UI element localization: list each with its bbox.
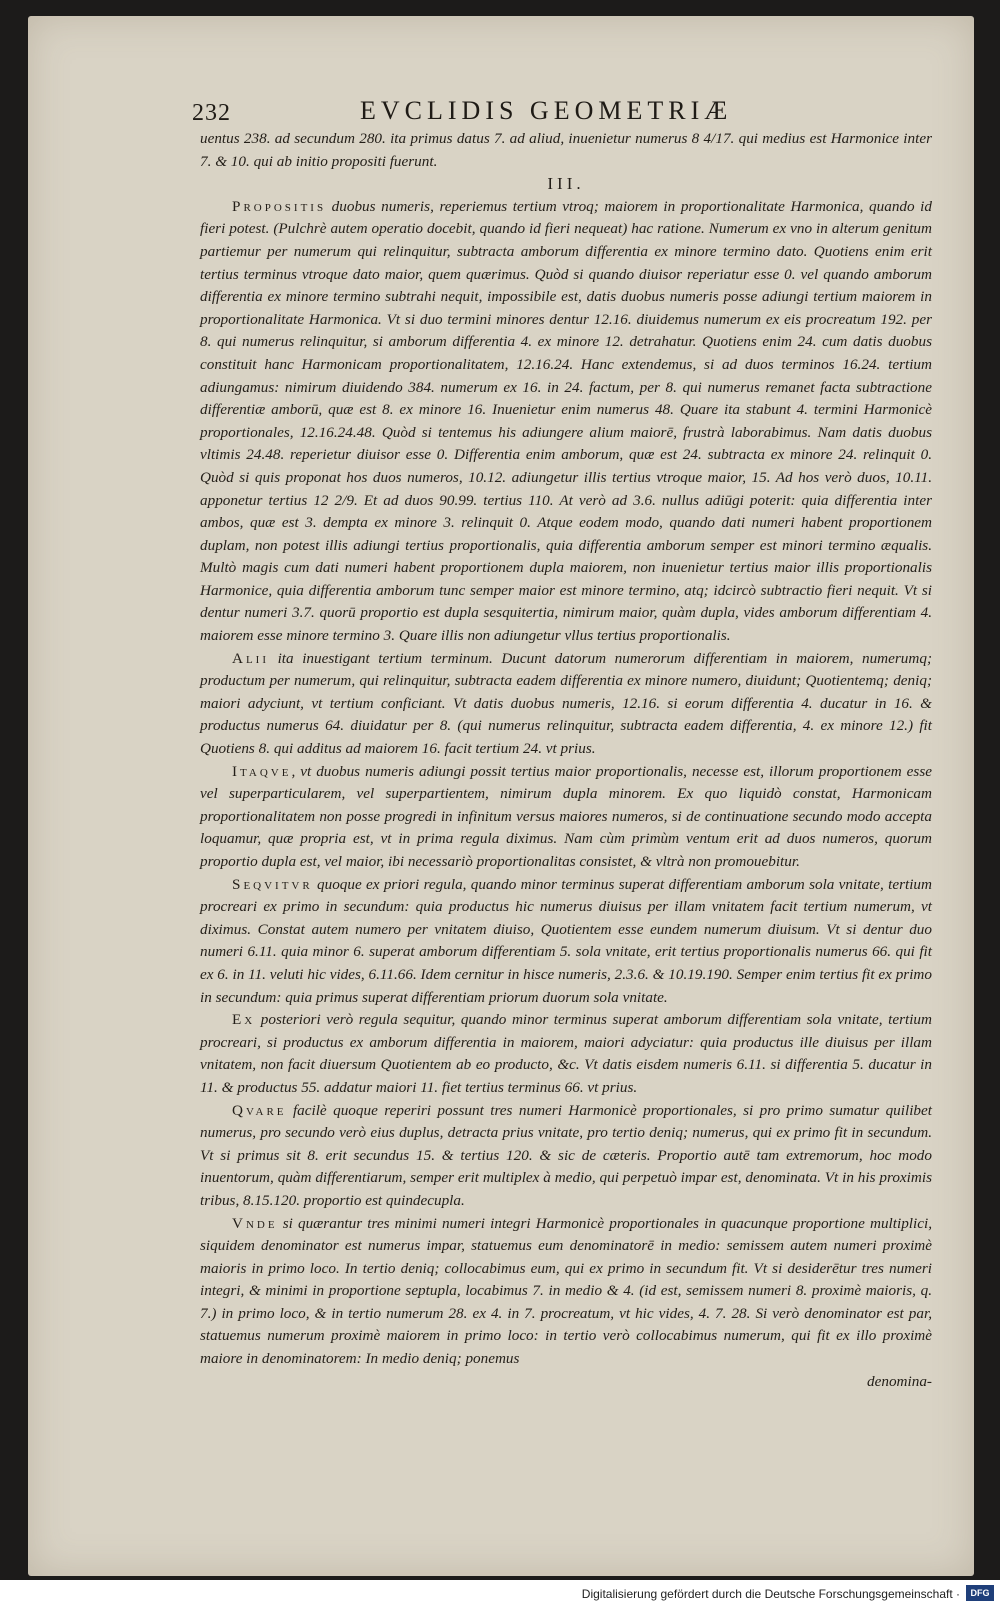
paragraph-lead: Propositis <box>232 197 327 215</box>
paragraph-lead: Seqvitvr <box>232 875 313 893</box>
paragraph: Seqvitvr quoque ex priori regula, quando minor terminus superat differentiam amborum sola vnitate, tertium procreari ex primo in secundum: quia productus hic numerus diuisus per illam vnitatem facit tertium numerum, vt diximus. Constat autem numero per vnitatem diuiso, Quotientem esse eundem numerum diuisum. Vt si dentur duo numeri 6.11. quia minor 6. superat amborum differentiam 5. sola vnitate, erit tertius proportionalis numerus 66. qui fit ex 6. in 11. veluti hic vides, 6.11.66. Idem cernitur in hisce numeris, 2.3.6. & 10.19.190. Semper enim tertius fit ex primo in secundum: quia primus superat differentiam priorum duorum sola vnitate. <box>200 875 932 1006</box>
page-number: 232 <box>192 100 231 126</box>
paragraph-continuation: uentus 238. ad secundum 280. ita primus datus 7. ad aliud, inuenietur numerus 8 4/17. qui medius est Harmonice inter 7. & 10. qui ab initio propositi fuerunt. <box>200 130 932 170</box>
page-body <box>200 128 932 1393</box>
paragraph: Qvare facilè quoque reperiri possunt tres numeri Harmonicè proportionales, si pro primo sumatur quilibet numerus, pro secundo verò eius duplus, detracta prius vnitate, pro tertio deniq; numerus, qui ex primo fit in secundum. Vt si primus sit 8. erit secundus 15. & tertius 120. & sic de cæteris. Proportio autē tam extremorum, hoc modo inuentorum, quàm differentiarum, semper erit multiplex à medio, qui perpetuò impar est, denominata. Vt in his proximis tribus, 8.15.120. proportio est quindecupla. <box>200 1101 932 1209</box>
dfg-logo: DFG <box>966 1585 994 1601</box>
section-heading: III. <box>547 174 585 194</box>
paragraph: Itaqve, vt duobus numeris adiungi possit tertius maior proportionalis, necesse est, illorum proportionem esse vel superparticularem, vel superpartientem, nimirum dupla minorem. Ex quo liquidò constat, Harmonicam proportionalitatem non posse progredi in infinitum versus maiores numeros, si de continuatione secundo modo accepta loquamur, quæ propria est, vt in prima regula diximus. Nam cùm primùm ventum erit ad duos numeros, quorum proportio dupla est, vel maior, ibi necessariò proportionalitas consistet, & vltrà non promouebitur. <box>200 762 932 870</box>
paragraph: Alii ita inuestigant tertium terminum. Ducunt datorum numerorum differentiam in maiorem, numerumq; productum per numerum, qui relinquitur, subtracta eadem differentia ex minore numero, diuidunt; Quotientemq; deniq; maiori adyciunt, vt tertium conficiant. Vt datis duobus numeris, 12.16. si eorum differentia 4. ducatur in 16. & productus numerus 64. diuidatur per 8. (qui numerus relinquitur, subtracta eadem differentia, 4. ex minore 12.) fit Quotiens 8. qui additus ad maiorem 16. facit tertium 24. vt prius. <box>200 649 932 758</box>
paragraph-lead: Ex <box>232 1011 256 1029</box>
paragraph-lead: Qvare <box>232 1101 287 1119</box>
footer-credit: Digitalisierung gefördert durch die Deutsche Forschungsgemeinschaft · <box>581 1587 960 1601</box>
catchword: denomina- <box>867 1372 932 1390</box>
paragraph: Vnde si quærantur tres minimi numeri integri Harmonicè proportionales in quacunque proportione multiplici, siquidem denominator est numerus impar, statuemus eum denominatorē in medio: semissem autem numeri proximè maioris in primo loco. In tertio deniq; collocabimus eum, qui ex primo in secundum fit. Vt si desiderētur tres numeri integri, & minimi in proportione septupla, locabimus 7. in medio & 4. (id est, semissem numeri 8. proximè maioris, q. 7.) in primo loco, & in tertio numerum 28. ex 4. in 7. procreatum, vt hic vides, 4. 7. 28. Si verò denominator est par, statuemus numerum proximè maiorem in primo loco: in tertio verò collocabimus numerum, qui fit ex illo proximè maiore in denominatorem: In medio deniq; ponemus <box>200 1214 932 1368</box>
paragraph: Propositis duobus numeris, reperiemus tertium vtroq; maiorem in proportionalitate Harmonica, quando id fieri potest. (Pulchrè autem operatio docebit, quando id fieri nequeat) hac ratione. Numerum ex vno in alterum genitum partiemur per numerum qui relinquitur, subtracta amborum differentia ex minore termino dato. Quotiens enim erit tertius terminus vtroque dato maior, quem quærimus. Quòd si quando diuisor reperiatur esse 0. vel quando amborum differentia ex minore termino subtrahi nequit, impossibile est, datis duobus numeris posse adiungi tertium maiorem in proportionalitate Harmonica. Vt si duo termini minores dentur 12.16. diuidemus numerum ex eis procreatum 192. per 8. qui numerus relinquitur, si amborum differentia 4. ex minore 12. detrahatur. Quotiens enim 24. cum datis duobus constituit hanc Harmonicam proportionalitatem, 12.16.24. Hanc extendemus, si ad duos terminos 16.24. tertium adiungamus: nimirum diuidendo 384. numerum ex 16. in 24. factum, per 8. qui numerus remanet facta subtractione differentiæ amborū, quæ est 8. ex minore 16. Inuenietur enim numerus 48. Quare ita stabunt 4. termini Harmonicè proportionales, 12.16.24.48. Quòd si tentemus his adiungere alium maiorē, frustrà laborabimus. Nam datis duobus vltimis 24.48. reperietur diuisor esse 0. Differentia enim amborum, quæ est 24. subtracta ex minore 24. relinquit 0. Quòd si quis proponat hos duos numeros, 10.12. adiungetur illis tertius vtroque maior, 15. Ad hos verò duos, 10.11. apponetur tertius 12 2/9. Et ad duos 90.99. tertius 110. At verò ad 3.6. nullus adiūgi poterit: quia differentia inter ambos, quæ est 3. dempta ex minore 3. relinquit 0. Atque eodem modo, quando dati numeri habent proportionem duplam, non potest illis adiungi tertius proportionalis, quia differentia amborum semper est minori termino æqualis. Multò magis cum dati numeri habent proportionem dupla maiorem, non inuenietur tertius maior illis proportionalis Harmonice, quia differentia amborum tunc semper maior est minore termino, atq; idcircò subtractio fieri nequit. Vt si dentur numeri 3.7. quorū proportio est dupla sesquitertia, nimirum maior, quàm dupla, vides amborum differentiam 4. maiorem esse minore termino 3. Quare illis non adiungetur vllus tertius proportionalis. <box>200 197 932 645</box>
paragraph: Ex posteriori verò regula sequitur, quando minor terminus superat amborum differentiam sola vnitate, tertium procreari, si productus ex amborum differentia in maiorem, maiori adyciatur: quia productus ille diuisus per illam vnitatem, non facit diuersum Quotientem ab eo producto, &c. Vt datis eisdem numeris 6.11. si differentia 5. ducatur in 11. & productus 55. addatur maiori 11. fiet tertius terminus 66. vt prius. <box>200 1011 932 1096</box>
footer-bar <box>0 1580 1000 1607</box>
paragraph-lead: Vnde <box>232 1214 278 1232</box>
paragraph-lead: Itaqve <box>232 762 292 780</box>
running-head: EVCLIDIS GEOMETRIÆ <box>360 96 733 125</box>
paragraph-lead: Alii <box>232 649 270 667</box>
